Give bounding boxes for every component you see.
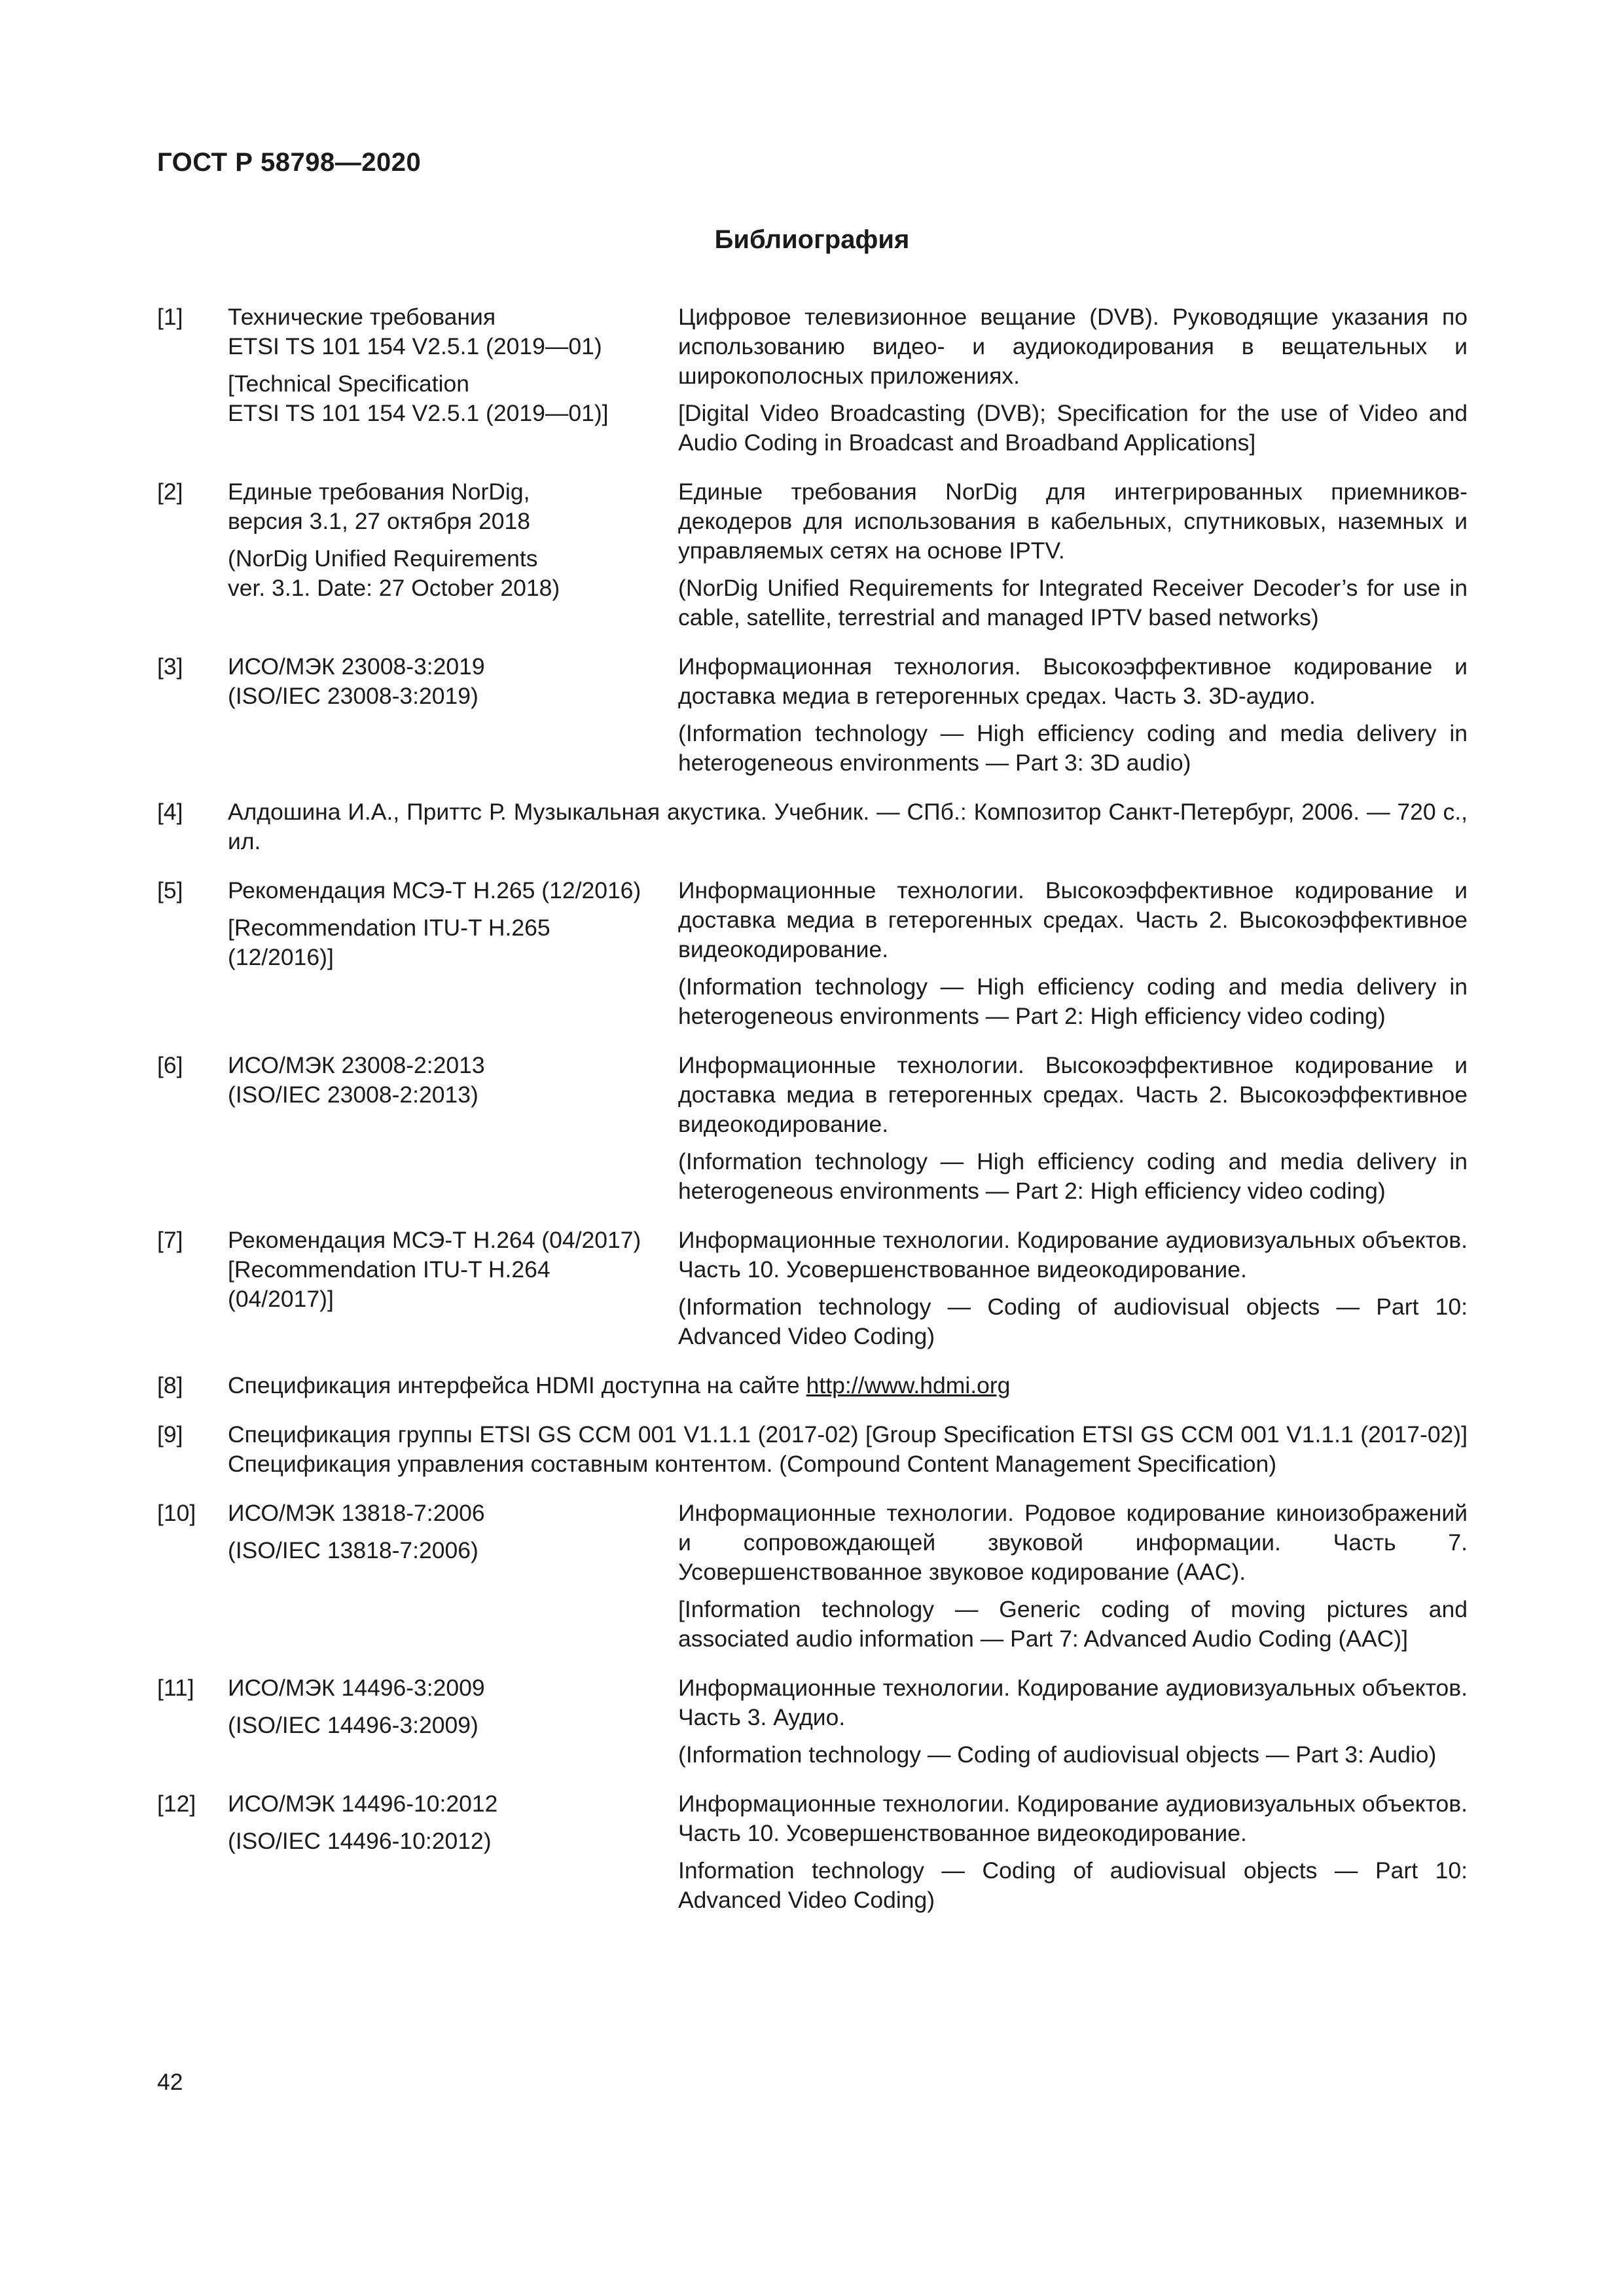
source-line: (ISO/IEC 23008-3:2019) xyxy=(228,683,478,709)
bib-entry-full-text: Спецификация группы ETSI GS CCM 001 V1.1.1 (2017-02) [Group Specification ETSI GS CCM 001 V1.1.1 (2017-02)] Спецификация управления составным контентом. (Compound Content Management Specification) xyxy=(228,1421,1468,1477)
description-en: Information technology — Coding of audiovisual objects — Part 10: Advanced Video Coding) xyxy=(678,1857,1468,1913)
bib-entry-full-text xyxy=(228,1371,1468,1400)
page-number: 42 xyxy=(157,2069,183,2095)
source-line: версия 3.1, 27 октября 2018 xyxy=(228,508,530,534)
bib-entry-source xyxy=(228,652,673,778)
bib-entry-full-text: Алдошина И.А., Приттс Р. Музыкальная акустика. Учебник. — СПб.: Композитор Санкт-Петербург, 2006. — 720 с., ил. xyxy=(228,799,1468,854)
source-line: (ISO/IEC 14496-10:2012) xyxy=(228,1828,492,1854)
source-line: (04/2017)] xyxy=(228,1286,334,1312)
bib-entry-description xyxy=(678,302,1468,458)
source-line: (ISO/IEC 14496-3:2009) xyxy=(228,1712,478,1738)
bibliography-list xyxy=(157,302,1468,1915)
bib-entry-number: [7] xyxy=(157,1227,183,1253)
description-ru: Информационные технологии. Кодирование аудиовизуальных объектов. Часть 3. Аудио. xyxy=(678,1675,1468,1730)
source-line: ver. 3.1. Date: 27 October 2018) xyxy=(228,575,560,601)
bib-entry-number: [11] xyxy=(157,1675,194,1701)
source-line: Рекомендация МСЭ-Т H.265 (12/2016) xyxy=(228,877,641,903)
bib-entry-number: [9] xyxy=(157,1421,183,1448)
bib-entry-9 xyxy=(157,1420,1468,1479)
description-ru: Информационные технологии. Кодирование аудиовизуальных объектов. Часть 10. Усовершенствованное видеокодирование. xyxy=(678,1791,1468,1846)
description-en: (Information technology — Coding of audiovisual objects — Part 10: Advanced Video Coding) xyxy=(678,1294,1468,1349)
bib-entry-number: [5] xyxy=(157,877,183,903)
bib-entry-11 xyxy=(157,1673,1468,1770)
description-en: (Information technology — Coding of audiovisual objects — Part 3: Audio) xyxy=(678,1741,1437,1768)
bib-entry-description xyxy=(678,1226,1468,1351)
bib-entry-7 xyxy=(157,1226,1468,1351)
bib-entry-number: [6] xyxy=(157,1052,183,1078)
bib-entry-number: [8] xyxy=(157,1372,183,1398)
bib-entry-source xyxy=(228,1051,673,1206)
bib-entry-number: [12] xyxy=(157,1791,196,1817)
hdmi-website-link[interactable]: http://www.hdmi.org xyxy=(806,1372,1011,1398)
bib-entry-10 xyxy=(157,1499,1468,1654)
source-line: ETSI TS 101 154 V2.5.1 (2019—01)] xyxy=(228,400,609,426)
bib-entry-source xyxy=(228,876,673,1031)
description-en: (Information technology — High efficiency coding and media delivery in heterogeneous environments — Part 2: High efficiency video coding) xyxy=(678,974,1468,1029)
bib-entry-number: [3] xyxy=(157,653,183,680)
bib-entry-6 xyxy=(157,1051,1468,1206)
source-line: [Recommendation ITU-T H.264 xyxy=(228,1256,550,1283)
description-ru: Информационные технологии. Высокоэффективное кодирование и доставка медиа в гетерогенных средах. Часть 2. Высокоэффективное видеокодирование. xyxy=(678,1052,1468,1137)
description-en: (Information technology — High efficiency coding and media delivery in heterogeneous environments — Part 3: 3D audio) xyxy=(678,720,1468,776)
description-ru: Единые требования NorDig для интегрированных приемников-декодеров для использования в кабельных, спутниковых, наземных и управляемых сетях на основе IPTV. xyxy=(678,479,1468,564)
source-line: Рекомендация МСЭ-Т H.264 (04/2017) xyxy=(228,1227,641,1253)
bib-entry-description xyxy=(678,477,1468,632)
bib-entry-1 xyxy=(157,302,1468,458)
source-line: (ISO/IEC 23008-2:2013) xyxy=(228,1082,478,1108)
bib-entry-description xyxy=(678,652,1468,778)
bib-entry-number: [4] xyxy=(157,799,183,825)
bib-entry-source xyxy=(228,1789,673,1915)
bib-entry-number: [2] xyxy=(157,479,183,505)
description-ru: Информационные технологии. Высокоэффективное кодирование и доставка медиа в гетерогенных средах. Часть 2. Высокоэффективное видеокодирование. xyxy=(678,877,1468,962)
bib-entry-4 xyxy=(157,797,1468,856)
bib-entry-number: [1] xyxy=(157,304,183,330)
bib-entry-source xyxy=(228,1226,673,1351)
source-line: [Technical Specification xyxy=(228,371,470,397)
bib-entry-description xyxy=(678,1499,1468,1654)
bib-entry-source xyxy=(228,302,673,458)
description-ru: Информационные технологии. Родовое кодирование киноизображений и сопровождающей звуковой информации. Часть 7. Усовершенствованное звуковое кодирование (AAC). xyxy=(678,1500,1468,1585)
bib-entry-8 xyxy=(157,1371,1468,1400)
bib-entry-12 xyxy=(157,1789,1468,1915)
bibliography-title: Библиография xyxy=(714,225,910,254)
description-en: (Information technology — High efficiency coding and media delivery in heterogeneous environments — Part 2: High efficiency video coding) xyxy=(678,1148,1468,1204)
description-en: [Information technology — Generic coding of moving pictures and associated audio information — Part 7: Advanced Audio Coding (AAC)] xyxy=(678,1596,1468,1652)
source-line: ИСО/МЭК 23008-3:2019 xyxy=(228,653,485,680)
bib-entry-description xyxy=(678,1789,1468,1915)
description-ru: Информационные технологии. Кодирование аудиовизуальных объектов. Часть 10. Усовершенствованное видеокодирование. xyxy=(678,1227,1468,1283)
source-line: Единые требования NorDig, xyxy=(228,479,530,505)
bib-entry-source xyxy=(228,477,673,632)
bib-entry-description xyxy=(678,876,1468,1031)
document-code-header: ГОСТ Р 58798—2020 xyxy=(157,148,422,177)
description-ru: Цифровое телевизионное вещание (DVB). Руководящие указания по использованию видео- и аудиокодирования в вещательных и широкополосных приложениях. xyxy=(678,304,1468,389)
hdmi-spec-text: Спецификация интерфейса HDMI доступна на сайте xyxy=(228,1372,806,1398)
source-line: (12/2016)] xyxy=(228,944,334,970)
source-line: Технические требования xyxy=(228,304,496,330)
bib-entry-5 xyxy=(157,876,1468,1031)
bib-entry-source xyxy=(228,1673,673,1770)
source-line: ETSI TS 101 154 V2.5.1 (2019—01) xyxy=(228,333,602,359)
description-ru: Информационная технология. Высокоэффективное кодирование и доставка медиа в гетерогенных средах. Часть 3. 3D-аудио. xyxy=(678,653,1468,709)
source-line: ИСО/МЭК 14496-3:2009 xyxy=(228,1675,485,1701)
bib-entry-source xyxy=(228,1499,673,1654)
source-line: ИСО/МЭК 23008-2:2013 xyxy=(228,1052,485,1078)
bib-entry-description xyxy=(678,1673,1468,1770)
description-en: (NorDig Unified Requirements for Integrated Receiver Decoder’s for use in cable, satellite, terrestrial and managed IPTV based networks) xyxy=(678,575,1468,630)
source-line: (ISO/IEC 13818-7:2006) xyxy=(228,1537,478,1563)
bib-entry-3 xyxy=(157,652,1468,778)
description-en: [Digital Video Broadcasting (DVB); Specification for the use of Video and Audio Coding in Broadcast and Broadband Applications] xyxy=(678,400,1468,456)
source-line: [Recommendation ITU-T H.265 xyxy=(228,915,550,941)
bib-entry-number: [10] xyxy=(157,1500,196,1526)
source-line: (NorDig Unified Requirements xyxy=(228,545,538,572)
bib-entry-description xyxy=(678,1051,1468,1206)
source-line: ИСО/МЭК 13818-7:2006 xyxy=(228,1500,485,1526)
source-line: ИСО/МЭК 14496-10:2012 xyxy=(228,1791,498,1817)
bib-entry-2 xyxy=(157,477,1468,632)
